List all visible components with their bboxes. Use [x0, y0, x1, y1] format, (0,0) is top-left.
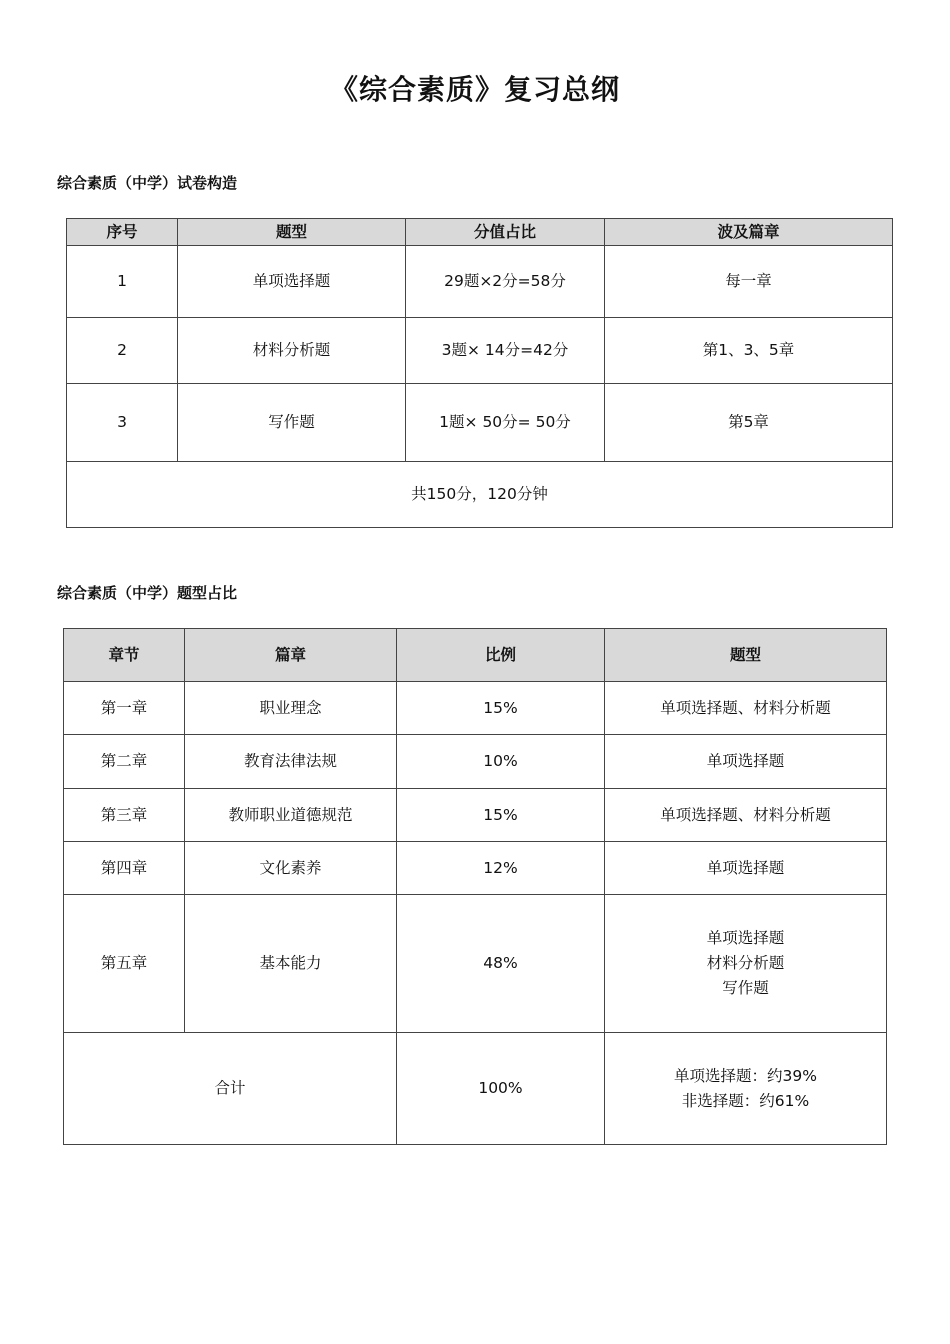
table-cell: 单项选择题、材料分析题 — [605, 682, 887, 735]
table-cell: 2 — [67, 318, 178, 384]
table-cell: 48% — [397, 895, 605, 1033]
total-note-line: 单项选择题：约39% — [674, 1066, 817, 1085]
table-cell: 文化素养 — [185, 842, 397, 895]
table-total-row — [64, 1033, 887, 1145]
column-header: 比例 — [397, 629, 605, 682]
table-row — [64, 895, 887, 1033]
section-heading-exam-structure: 综合素质（中学）试卷构造 — [57, 174, 238, 192]
question-types-cell — [605, 895, 887, 1033]
question-type-line: 材料分析题 — [706, 954, 785, 972]
total-ratio-cell: 100% — [397, 1033, 605, 1145]
table-cell: 第四章 — [64, 842, 185, 895]
total-notes-cell — [605, 1033, 887, 1145]
table-cell: 3题× 14分=42分 — [406, 318, 605, 384]
total-note-line: 非选择题：约61% — [681, 1091, 810, 1110]
column-header: 题型 — [605, 629, 887, 682]
table-cell: 1 — [67, 246, 178, 318]
table-cell: 单项选择题 — [605, 842, 887, 895]
table-cell: 第一章 — [64, 682, 185, 735]
table-cell: 材料分析题 — [178, 318, 406, 384]
table-row — [67, 246, 893, 318]
table-cell: 单项选择题 — [605, 735, 887, 789]
table-row — [64, 842, 887, 895]
column-header: 波及篇章 — [605, 219, 893, 246]
exam-structure-table — [66, 218, 893, 528]
table-cell: 教师职业道德规范 — [185, 789, 397, 842]
column-header: 分值占比 — [406, 219, 605, 246]
table-header-row — [67, 219, 893, 246]
table-cell: 第三章 — [64, 789, 185, 842]
column-header: 章节 — [64, 629, 185, 682]
table-cell: 15% — [397, 682, 605, 735]
table-cell: 第五章 — [64, 895, 185, 1033]
question-type-line: 写作题 — [722, 979, 769, 997]
question-type-line: 单项选择题 — [706, 929, 785, 947]
table-row — [64, 789, 887, 842]
table-row — [67, 384, 893, 462]
total-label-cell: 合计 — [64, 1033, 397, 1145]
column-header: 题型 — [178, 219, 406, 246]
page-title: 《综合素质》复习总纲 — [329, 73, 620, 106]
table-cell: 1题× 50分= 50分 — [406, 384, 605, 462]
total-score-cell: 共150分，120分钟 — [67, 462, 893, 528]
table-cell: 教育法律法规 — [185, 735, 397, 789]
table-cell: 10% — [397, 735, 605, 789]
column-header: 序号 — [67, 219, 178, 246]
table-footer-row — [67, 462, 893, 528]
table-cell: 15% — [397, 789, 605, 842]
table-cell: 第1、3、5章 — [605, 318, 893, 384]
table-row — [64, 735, 887, 789]
table-cell: 29题×2分=58分 — [406, 246, 605, 318]
table-cell: 写作题 — [178, 384, 406, 462]
table-cell: 单项选择题 — [178, 246, 406, 318]
column-header: 篇章 — [185, 629, 397, 682]
table-cell: 每一章 — [605, 246, 893, 318]
section-heading-question-ratio: 综合素质（中学）题型占比 — [57, 584, 238, 602]
question-ratio-table — [63, 628, 887, 1145]
table-cell: 基本能力 — [185, 895, 397, 1033]
table-header-row — [64, 629, 887, 682]
table-cell: 12% — [397, 842, 605, 895]
table-row — [64, 682, 887, 735]
table-cell: 第二章 — [64, 735, 185, 789]
table-cell: 3 — [67, 384, 178, 462]
table-cell: 职业理念 — [185, 682, 397, 735]
table-cell: 第5章 — [605, 384, 893, 462]
table-cell: 单项选择题、材料分析题 — [605, 789, 887, 842]
table-row — [67, 318, 893, 384]
